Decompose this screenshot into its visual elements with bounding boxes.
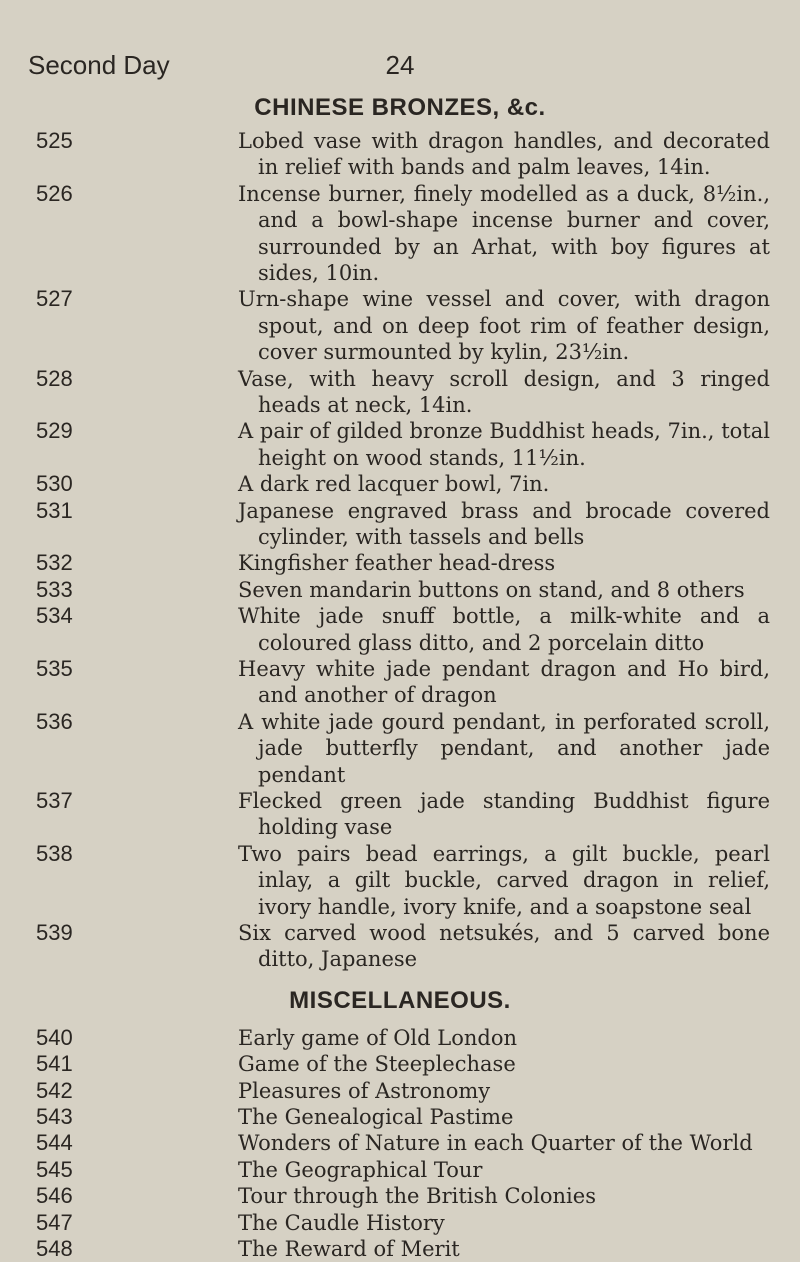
lot-number: 546 bbox=[36, 1183, 73, 1209]
lot-number: 531 bbox=[36, 497, 73, 523]
lot-description: Heavy white jade pendant dragon and Ho bird, and another of dragon bbox=[238, 657, 770, 708]
running-head bbox=[0, 50, 800, 80]
lot-description: Flecked green jade standing Buddhist figure holding vase bbox=[238, 789, 770, 840]
lot-number: 533 bbox=[36, 576, 73, 602]
lot-description: A pair of gilded bronze Buddhist heads, 7in., total height on wood stands, 11½in. bbox=[238, 419, 770, 470]
lot-number: 532 bbox=[36, 550, 73, 576]
lot-number: 541 bbox=[36, 1051, 73, 1077]
lot-number: 535 bbox=[36, 656, 73, 681]
lot-number: 528 bbox=[36, 365, 73, 391]
section-heading-miscellaneous: MISCELLANEOUS. bbox=[289, 986, 511, 1014]
lot-number: 544 bbox=[36, 1130, 73, 1156]
lot-description: Japanese engraved brass and brocade covered cylinder, with tassels and bells bbox=[238, 498, 770, 549]
lot-number: 545 bbox=[36, 1156, 73, 1182]
lot-description: Early game of Old London bbox=[238, 1025, 517, 1050]
lot-number: 527 bbox=[36, 286, 73, 312]
lot-description: A dark red lacquer bowl, 7in. bbox=[238, 472, 550, 497]
lot-description: The Reward of Merit bbox=[238, 1237, 460, 1261]
lot-number: 548 bbox=[36, 1236, 73, 1261]
lot-description: Incense burner, finely modelled as a duck, 8½in., and a bowl-shape incense burner and cover, surrounded by an Arhat, with boy figures at sides, 10in. bbox=[238, 181, 770, 286]
lot-description: Two pairs bead earrings, a gilt buckle, pearl inlay, a gilt buckle, carved dragon in relief, ivory handle, ivory knife, and a soapstone seal bbox=[238, 841, 770, 919]
lot-description: Wonders of Nature in each Quarter of the World bbox=[238, 1131, 753, 1156]
lot-description: White jade snuff bottle, a milk-white and a coloured glass ditto, and 2 porcelain ditto bbox=[238, 604, 770, 655]
lot-description: The Geographical Tour bbox=[238, 1157, 483, 1182]
lot-description: Tour through the British Colonies bbox=[238, 1184, 596, 1209]
lot-description: Six carved wood netsukés, and 5 carved bone ditto, Japanese bbox=[238, 921, 770, 972]
lot-description: The Genealogical Pastime bbox=[238, 1105, 514, 1129]
lot-number: 542 bbox=[36, 1077, 73, 1103]
lot-number: 543 bbox=[36, 1104, 73, 1129]
lot-number: 539 bbox=[36, 920, 73, 945]
lot-number: 526 bbox=[36, 180, 73, 206]
lot-description: Game of the Steeplechase bbox=[238, 1052, 516, 1077]
lot-number: 530 bbox=[36, 471, 73, 497]
lot-number: 540 bbox=[36, 1024, 73, 1050]
page-number: 24 bbox=[385, 50, 415, 80]
lot-number: 536 bbox=[36, 708, 73, 734]
lot-number: 534 bbox=[36, 603, 73, 629]
lot-description: Kingfisher feather head-dress bbox=[238, 551, 556, 576]
section-heading-bronzes: CHINESE BRONZES, &c. bbox=[254, 94, 546, 121]
lot-description: A white jade gourd pendant, in perforated scroll, jade butterfly pendant, and another jade pendant bbox=[238, 709, 770, 787]
lot-number: 529 bbox=[36, 418, 73, 444]
lot-number: 537 bbox=[36, 788, 73, 813]
running-head-left: Second Day bbox=[28, 50, 170, 80]
lot-description: Vase, with heavy scroll design, and 3 ringed heads at neck, 14in. bbox=[238, 366, 770, 417]
lot-number: 538 bbox=[36, 840, 73, 866]
lot-description: Seven mandarin buttons on stand, and 8 others bbox=[238, 577, 745, 602]
lot-number: 525 bbox=[36, 128, 73, 153]
lot-description: Pleasures of Astronomy bbox=[238, 1078, 491, 1103]
lot-description: Lobed vase with dragon handles, and decorated in relief with bands and palm leaves, 14in. bbox=[238, 129, 770, 180]
lot-number: 547 bbox=[36, 1209, 73, 1235]
lot-description: Urn-shape wine vessel and cover, with dragon spout, and on deep foot rim of feather design, cover surmounted by kylin, 23½in. bbox=[238, 287, 770, 365]
lot-description: The Caudle History bbox=[238, 1210, 445, 1235]
